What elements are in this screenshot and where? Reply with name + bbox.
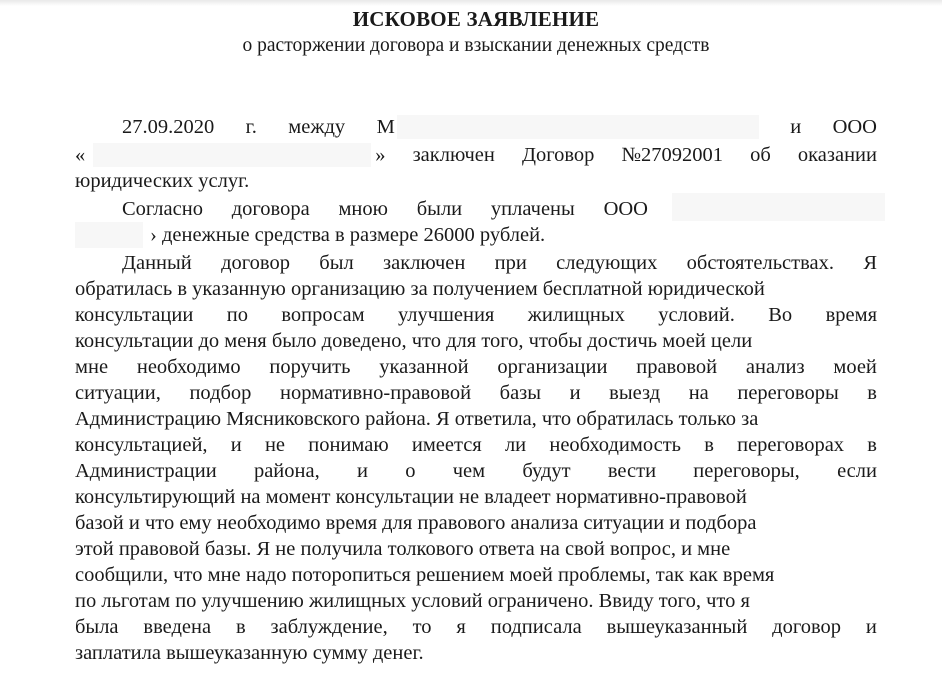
redacted-name: [397, 115, 759, 139]
document-subtitle: о расторжении договора и взыскании денежных средств: [242, 35, 710, 56]
word: чем: [452, 460, 486, 482]
word: на: [688, 382, 709, 404]
word: переговорах: [737, 434, 845, 456]
word: и: [569, 382, 581, 404]
word: мною: [338, 198, 388, 220]
word: переговоры,: [693, 460, 800, 482]
word: Во: [768, 304, 793, 326]
text: Администрацию Мясниковского района. Я ответила, что обратилась только за: [75, 408, 759, 430]
word: и: [356, 460, 368, 482]
word: понимаю: [308, 434, 389, 456]
word: ООО: [603, 198, 648, 220]
text: базой и что ему необходимо время для правового анализа ситуации и подбора: [75, 512, 757, 534]
word: уплачены: [490, 198, 575, 220]
text: консультации до меня было доведено, что для того, чтобы достичь моей цели: [75, 330, 753, 352]
word: жилищных: [527, 304, 625, 326]
word: подписала: [490, 616, 582, 638]
p2-line2: [75, 222, 942, 248]
p3-line: [75, 510, 877, 536]
word: будут: [522, 460, 571, 482]
word: улучшения: [397, 304, 495, 326]
p3-line: [75, 562, 877, 588]
date-text: 27.09.2020: [122, 116, 215, 138]
p3-line: [75, 250, 877, 276]
word: обстоятельствах.: [686, 252, 834, 274]
word: Администрации: [75, 460, 217, 482]
party-name: [377, 114, 759, 140]
p3-line: [75, 536, 877, 562]
p3-line: [75, 328, 877, 354]
word: договора: [231, 198, 310, 220]
word: консультацией,: [75, 434, 208, 456]
word: ли: [504, 434, 527, 456]
word: в: [235, 616, 246, 638]
word: организации: [497, 356, 608, 378]
word: и: [230, 434, 242, 456]
word: ситуации,: [75, 382, 161, 404]
word: если: [837, 460, 877, 482]
word: были: [416, 198, 463, 220]
word: между: [288, 116, 346, 138]
word: и: [865, 616, 877, 638]
word: оказании: [797, 144, 877, 166]
word: г.: [245, 116, 257, 138]
word: моей: [833, 356, 877, 378]
word: вопросам: [281, 304, 365, 326]
word: М: [376, 116, 395, 138]
word: в: [867, 382, 877, 404]
p3-line: [75, 640, 877, 666]
text: сообщили, что мне надо поторопиться решением моей проблемы, так как время: [75, 564, 775, 586]
contract-number: №27092001: [621, 144, 724, 166]
p3-line: [75, 614, 877, 640]
text: этой правовой базы. Я не получила толкового ответа на свой вопрос, и мне: [75, 538, 731, 560]
word: был: [319, 252, 354, 274]
text: консультирующий на момент консультации не владеет нормативно-правовой: [75, 486, 747, 508]
word: и: [790, 116, 802, 138]
p2-line1: [75, 196, 687, 222]
word: подбор: [189, 382, 252, 404]
word: в: [704, 434, 714, 456]
word: Договор: [521, 144, 595, 166]
redacted-org-2a: [672, 193, 885, 221]
word: была: [75, 616, 119, 638]
word: мне: [75, 356, 109, 378]
redacted-org: [93, 143, 371, 167]
word: о: [405, 460, 416, 482]
p3-line: [75, 302, 877, 328]
word: консультации: [75, 304, 194, 326]
word: поручить: [269, 356, 351, 378]
text: юридических услуг.: [75, 170, 250, 192]
word: заблуждение,: [270, 616, 388, 638]
p3-line: [75, 276, 877, 302]
p3-line: [75, 458, 877, 484]
word: района,: [253, 460, 320, 482]
page-top-shadow: [0, 0, 942, 6]
text: › денежные средства в размере 26000 рублей.: [150, 224, 546, 246]
p1-line2: [75, 142, 877, 168]
word: при: [494, 252, 527, 274]
org-name: [75, 142, 386, 168]
word: условий.: [658, 304, 735, 326]
word: указанной: [379, 356, 469, 378]
word: »: [375, 144, 386, 166]
p3-line: [75, 406, 877, 432]
word: «: [75, 144, 86, 166]
word: вести: [607, 460, 657, 482]
p1-line3: [75, 168, 877, 194]
word: введена: [143, 616, 212, 638]
word: то: [412, 616, 432, 638]
word: договор: [772, 616, 842, 638]
text: обратилась в указанную организацию за получением бесплатной юридической: [75, 278, 765, 300]
word: правовой: [636, 356, 718, 378]
word: анализ: [745, 356, 805, 378]
word: выезд: [609, 382, 661, 404]
word: необходимо: [136, 356, 241, 378]
word: я: [456, 616, 466, 638]
word: не: [264, 434, 286, 456]
word: Согласно: [122, 198, 203, 220]
word: об: [750, 144, 771, 166]
p3-line: [75, 380, 877, 406]
document-title: ИСКОВОЕ ЗАЯВЛЕНИЕ: [352, 7, 600, 31]
word: в: [867, 434, 877, 456]
p3-line: [75, 354, 877, 380]
p1-line1: [75, 114, 877, 140]
word: вышеуказанный: [606, 616, 748, 638]
word: договор: [221, 252, 290, 274]
word: заключен: [412, 144, 495, 166]
text: по льготам по улучшению жилищных условий ограничено. Ввиду того, что я: [75, 590, 750, 612]
word: переговоры: [737, 382, 839, 404]
p3-line: [75, 484, 877, 510]
word: нормативно-правовой: [280, 382, 472, 404]
word: заключен: [383, 252, 466, 274]
word: по: [226, 304, 248, 326]
p3-line: [75, 588, 877, 614]
word: следующих: [556, 252, 658, 274]
text: заплатила вышеуказанную сумму денег.: [75, 642, 424, 664]
word: Я: [863, 252, 877, 274]
word: время: [825, 304, 877, 326]
word: необходимость: [549, 434, 681, 456]
word: ООО: [832, 116, 877, 138]
word: имеется: [411, 434, 482, 456]
word: базы: [499, 382, 542, 404]
word: Данный: [122, 252, 192, 274]
p3-line: [75, 432, 877, 458]
